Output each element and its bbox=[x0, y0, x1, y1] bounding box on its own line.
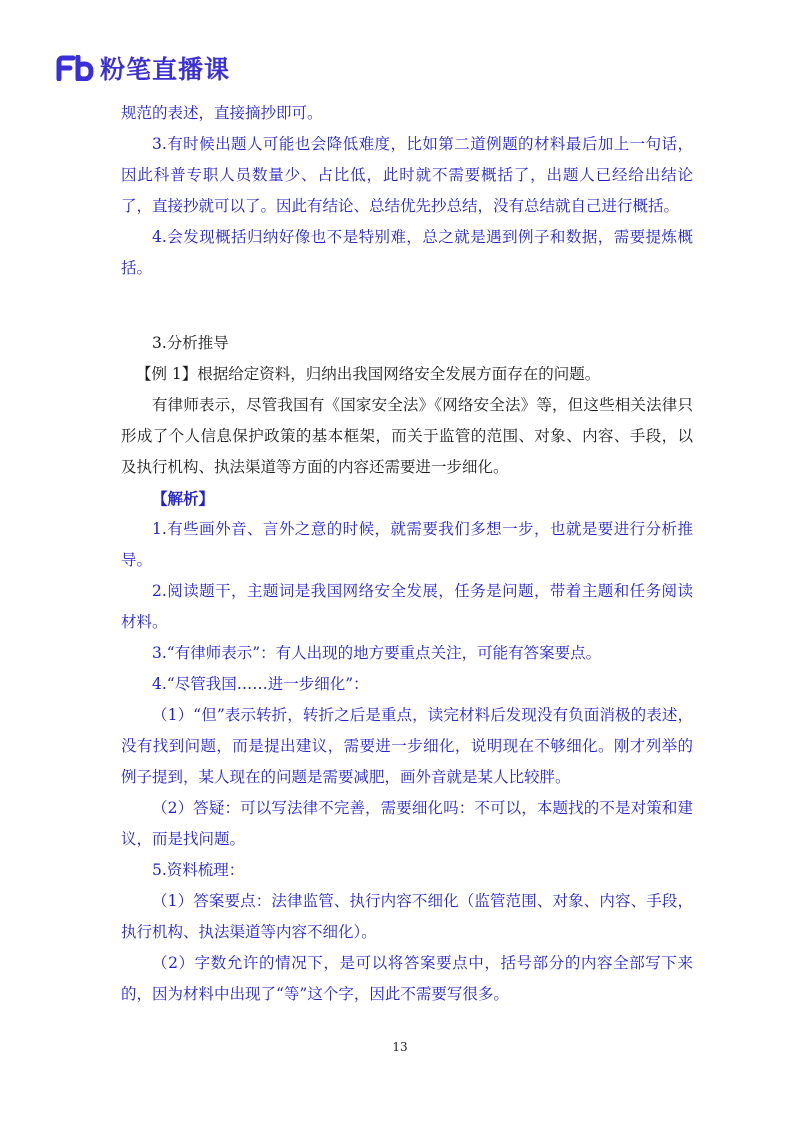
paragraph: 4.会发现概括归纳好像也不是特别难，总之就是遇到例子和数据，需要提炼概括。 bbox=[121, 228, 693, 277]
header-logo bbox=[56, 52, 230, 84]
analysis-subpoint: （1）答案要点：法律监管、执行内容不细化（监管范围、对象、内容、手段，执行机构、执法渠道等内容不细化）。 bbox=[121, 892, 693, 941]
material-paragraph: 有律师表示，尽管我国有《国家安全法》《网络安全法》等，但这些相关法律只形成了个人信息保护政策的基本框架，而关于监管的范围、对象、内容、手段，以及执行机构、执法渠道等方面的内容还需要进一步细化。 bbox=[121, 396, 693, 476]
analysis-point: 3.“有律师表示”：有人出现的地方要重点关注，可能有答案要点。 bbox=[152, 644, 602, 662]
analysis-subpoint: （1）“但”表示转折，转折之后是重点，读完材料后发现没有负面消极的表述，没有找到问题，而是提出建议，需要进一步细化，说明现在不够细化。刚才列举的例子提到，某人现在的问题是需要减肥，画外音就是某人比较胖。 bbox=[121, 706, 693, 786]
page-number: 13 bbox=[392, 1040, 408, 1054]
fb-logo-icon bbox=[56, 55, 94, 81]
analysis-point: 2.阅读题干，主题词是我国网络安全发展，任务是问题，带着主题和任务阅读材料。 bbox=[121, 582, 693, 631]
analysis-point: 4.“尽管我国……进一步细化”： bbox=[152, 675, 369, 693]
example-question: 【例 1】根据给定资料，归纳出我国网络安全发展方面存在的问题。 bbox=[136, 365, 601, 383]
paragraph: 3.有时候出题人可能也会降低难度，比如第二道例题的材料最后加上一句话，因此科普专职人员数量少、占比低，此时就不需要概括了，出题人已经给出结论了，直接抄就可以了。因此有结论、总结优先抄总结，没有总结就自己进行概括。 bbox=[121, 135, 693, 215]
logo-text: 粉笔直播课 bbox=[100, 55, 231, 84]
analysis-point: 1.有些画外音、言外之意的时候，就需要我们多想一步，也就是要进行分析推导。 bbox=[121, 520, 693, 569]
analysis-subpoint: （2）答疑：可以写法律不完善，需要细化吗：不可以，本题找的不是对策和建议，而是找问题。 bbox=[121, 799, 693, 848]
analysis-point: 5.资料梳理： bbox=[152, 861, 245, 879]
paragraph: 规范的表述，直接摘抄即可。 bbox=[121, 104, 323, 122]
analysis-subpoint: （2）字数允许的情况下，是可以将答案要点中，括号部分的内容全部写下来的，因为材料中出现了“等”这个字，因此不需要写很多。 bbox=[121, 954, 693, 1003]
document-body bbox=[121, 98, 693, 1010]
analysis-heading: 【解析】 bbox=[152, 489, 215, 508]
section-heading: 3.分析推导 bbox=[152, 334, 229, 352]
